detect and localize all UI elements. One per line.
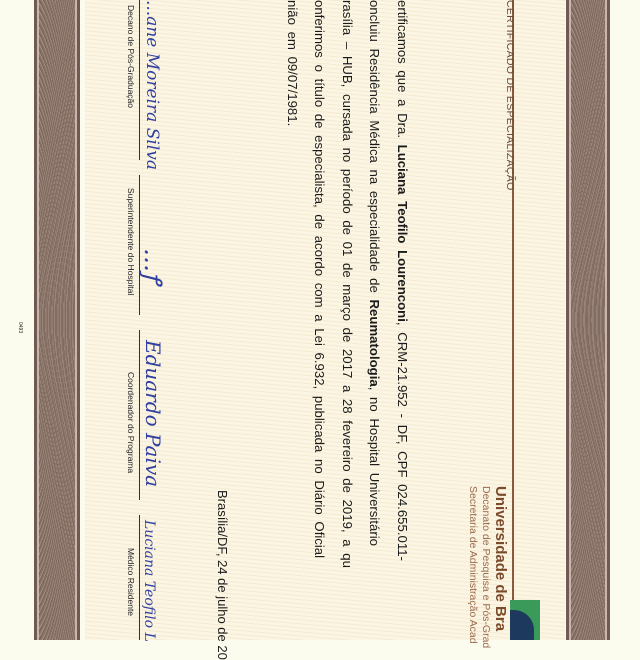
- signature-label-coordenador: Coordenador do Programa: [126, 372, 136, 474]
- serial-mark: 0493: [17, 322, 23, 334]
- body-line-3: rasília – HUB, cursada no período de 01 de março de 2017 a 28 fevereiro de 2019, a qu: [340, 0, 355, 568]
- signature-label-residente: Médico Residente: [126, 548, 136, 617]
- certificate-body: [279, 0, 417, 650]
- signature-superintendente: …ꝭ: [139, 248, 167, 284]
- specialty: Reumatologia: [367, 299, 383, 387]
- body-line-5: nião em 09/07/1981.: [285, 0, 300, 127]
- body-line-2: oncluiu Residência Médica na especialidade de Reumatologia, no Hospital Universitário: [367, 0, 383, 546]
- signature-line-residente: [139, 515, 140, 640]
- issue-date: Brasília/DF, 24 de julho de 20: [215, 490, 230, 660]
- signature-line-decano: [139, 0, 140, 160]
- signature-label-decano: Decano de Pós-Graduação: [126, 5, 136, 109]
- institution-dept-2: Secretaria de Administração Acad: [467, 486, 479, 644]
- signature-line-coordenador: [139, 330, 140, 500]
- body-line-1: ertificamos que a Dra. Luciana Teofilo Lourenconi, CRM-21.952 - DF, CPF 024.655.011-: [395, 0, 410, 561]
- institution-name: Universidade de Bra: [492, 486, 509, 632]
- certificate-title: CERTIFICADO DE ESPECIALIZAÇÃO: [504, 0, 516, 191]
- unb-logo-icon: [510, 600, 540, 640]
- decorative-border-top: [566, 0, 610, 640]
- body-line-4: onferimos o título de especialista, de acordo com a Lei 6.932, publicada no Diário Oficial: [312, 0, 328, 559]
- decorative-border-bottom: [34, 0, 80, 640]
- signature-label-superintendente: Superintendente do Hospital: [126, 188, 136, 296]
- signature-residente: Luciana Teofilo L: [141, 520, 157, 642]
- institution-dept-1: Decanato de Pesquisa e Pós-Grad: [480, 486, 492, 649]
- signature-decano: ...ane Moreira Silva: [142, 0, 162, 170]
- signature-line-superintendente: [139, 175, 140, 315]
- recipient-name: Luciana Teofilo Lourenconi: [395, 144, 410, 322]
- signature-coordenador: Eduardo Paiva: [141, 340, 165, 488]
